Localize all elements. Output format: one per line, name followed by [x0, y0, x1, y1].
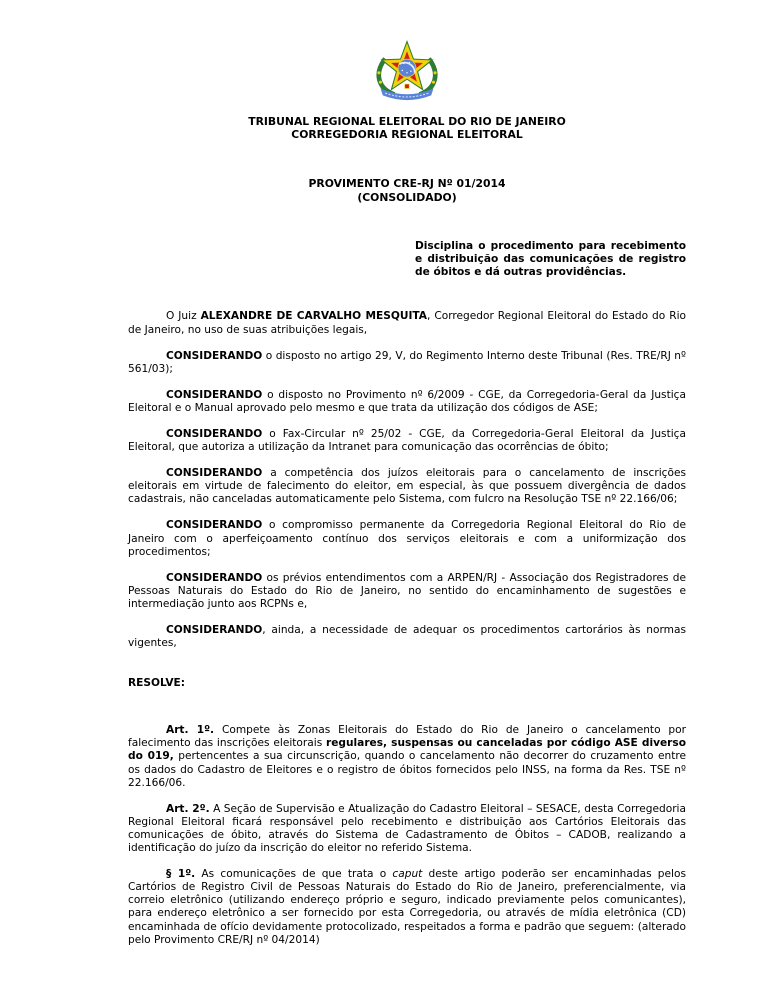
- resolve-heading: [128, 677, 686, 690]
- text-run: o compromisso permanente da Corregedoria Regional Eleitoral do Rio de Janeiro com o aperfeiçoamento contínuo dos serviços eleitorais e com a uniformização dos procedimentos;: [128, 519, 686, 558]
- org-name-line-2: CORREGEDORIA REGIONAL ELEITORAL: [291, 128, 523, 142]
- text-run: CONSIDERANDO: [166, 624, 263, 637]
- text-run: caput: [392, 868, 423, 881]
- text-run: o disposto no Provimento nº 6/2009 - CGE, da Corregedoria-Geral da Justiça Eleitoral e o Manual aprovado pelo mesmo e que trata da utilização dos códigos de ASE;: [128, 388, 686, 414]
- title-provimento-number: PROVIMENTO CRE-RJ Nº 01/2014: [308, 177, 506, 191]
- title-consolidated-label: (CONSOLIDADO): [357, 190, 457, 204]
- considerando-5: [128, 519, 686, 558]
- text-run: o Fax-Circular nº 25/02 - CGE, da Corregedoria-Geral Eleitoral da Justiça Eleitoral, que autoriza a utilização da Intranet para comunicação das ocorrências de óbito;: [128, 427, 686, 454]
- text-run: CONSIDERANDO: [166, 519, 263, 532]
- text-run: Art. 1º.: [166, 724, 215, 737]
- considerando-7: [128, 624, 686, 650]
- document-body: [128, 310, 686, 946]
- text-run: , ainda, a necessidade de adequar os procedimentos cartorários às normas vigentes,: [128, 624, 686, 650]
- text-run: CONSIDERANDO: [166, 571, 263, 584]
- text-run: CONSIDERANDO: [166, 388, 263, 401]
- text-run: regulares, suspensas ou canceladas por código ASE diverso do 019,: [128, 737, 686, 763]
- ementa-summary: Disciplina o procedimento para recebimento e distribuição das comunicações de registro de óbitos e dá outras providências.: [415, 239, 686, 279]
- article-1: [128, 724, 686, 789]
- text-run: CONSIDERANDO: [166, 427, 263, 440]
- text-run: Art. 2º.: [166, 802, 210, 815]
- text-run: o disposto no artigo 29, V, do Regimento Interno deste Tribunal (Res. TRE/RJ nº 561/03);: [128, 349, 686, 375]
- considerando-3: [128, 428, 686, 454]
- text-run: a competência dos juízos eleitorais para o cancelamento de inscrições eleitorais em virtude de falecimento do eleitor, em especial, às que possuem divergência de dados cadastrais, não canceladas automaticamente pelo Sistema, com fulcro na Resolução TSE nº 22.166/06;: [128, 467, 686, 506]
- considerando-2: [128, 389, 686, 415]
- article-2: [128, 803, 686, 855]
- document-title: [128, 177, 686, 203]
- text-run: § 1º.: [166, 868, 196, 881]
- text-run: As comunicações de que trata o: [195, 868, 393, 881]
- text-run: , Corregedor Regional Eleitoral do Estado do Rio de Janeiro, no uso de suas atribuições legais,: [128, 310, 686, 336]
- text-run: deste artigo poderão ser encaminhadas pelos Cartórios de Registro Civil de Pessoas Naturais do Estado do Rio de Janeiro, preferencialmente, via correio eletrônico (utilizando endereço próprio e seguro, indicado previamente pelos comunicantes), para endereço eletrônico a ser fornecido por esta Corregedoria, ou através de mídia eletrônica (CD) encaminhada de ofício devidamente protocolizado, respeitados a forma e padrão que seguem: (alterado pelo Provimento CRE/RJ nº 04/2014): [128, 868, 686, 946]
- text-run: CONSIDERANDO: [166, 467, 263, 480]
- document-content: [128, 0, 686, 947]
- text-run: os prévios entendimentos com a ARPEN/RJ - Associação dos Registradores de Pessoas Naturais do Estado do Rio de Janeiro, no sentido do encaminhamento de sugestões e intermediação junto aos RCPNs e,: [128, 571, 686, 610]
- text-run: CONSIDERANDO: [166, 349, 263, 362]
- org-name-line-1: TRIBUNAL REGIONAL ELEITORAL DO RIO DE JANEIRO: [248, 115, 566, 128]
- org-header: [128, 115, 686, 141]
- text-run: O Juiz: [166, 310, 201, 323]
- considerando-1: [128, 350, 686, 376]
- emblem-container: [128, 40, 686, 104]
- considerando-6: [128, 572, 686, 611]
- text-run: pertencentes a sua circunscrição, quando o cancelamento não decorrer do cruzamento entre os dados do Cadastro de Eleitores e o registro de óbitos fornecidos pelo INSS, na forma da Res. TSE nº 22.166/06.: [128, 750, 686, 789]
- text-run: Compete às Zonas Eleitorais do Estado do Rio de Janeiro o cancelamento por falecimento das inscrições eleitorais: [128, 724, 686, 750]
- article-2-paragraph-1: [128, 868, 686, 947]
- opening-paragraph: [128, 310, 686, 336]
- considerando-4: [128, 467, 686, 506]
- text-run: ALEXANDRE DE CARVALHO MESQUITA: [200, 310, 428, 323]
- text-run: RESOLVE:: [128, 677, 185, 690]
- text-run: A Seção de Supervisão e Atualização do Cadastro Eleitoral – SESACE, desta Corregedoria Regional Eleitoral ficará responsável pelo recebimento e distribuição aos Cartórios Eleitorais das comunicações de óbito, através do Sistema de Cadastramento de Óbitos – CADOB, realizando a identificação do juízo da inscrição do eleitor no referido Sistema.: [128, 802, 686, 855]
- brazil-coat-of-arms-icon: [368, 40, 446, 104]
